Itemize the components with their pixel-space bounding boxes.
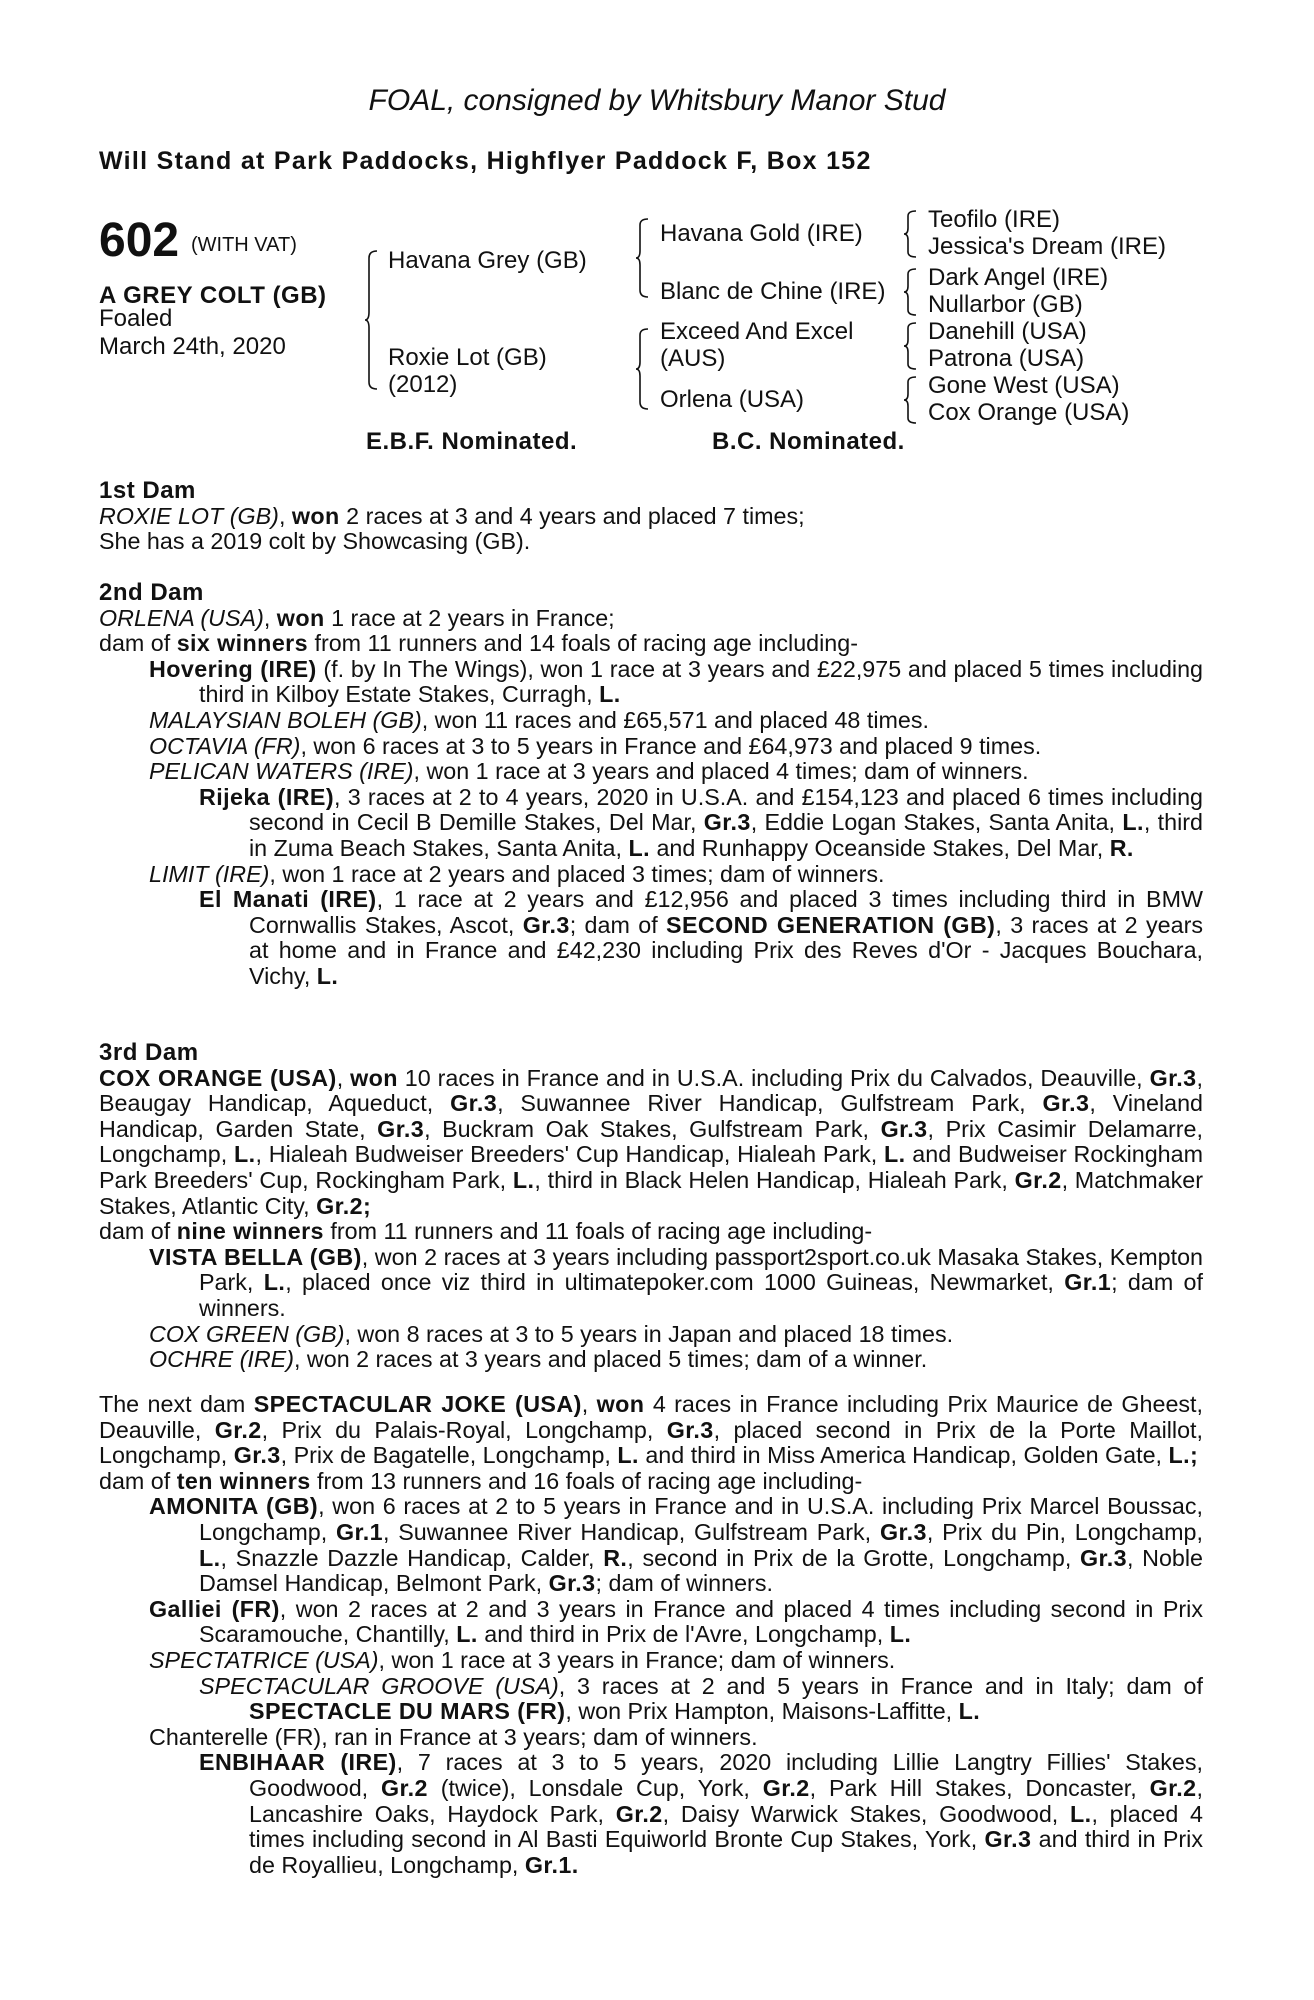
text: from 11 runners and 11 foals of racing age including- (323, 1218, 873, 1245)
text: , won 1 race at 3 years in France; dam of winners. (378, 1646, 896, 1673)
grade: L. (889, 1621, 912, 1648)
produce-entry (99, 734, 1203, 760)
grade: L. (1069, 1800, 1092, 1827)
text: , Suwannee River Handicap, Gulfstream Park, (497, 1090, 1043, 1117)
gg-1: Teofilo (IRE) (928, 206, 1061, 233)
produce-entry (99, 1750, 1203, 1878)
text: , Suwannee River Handicap, Gulfstream Park, (382, 1518, 880, 1545)
text: , Prix du Palais-Royal, Longchamp, (261, 1416, 667, 1443)
winners-count: nine winners (176, 1218, 324, 1245)
grade: L. (234, 1141, 256, 1168)
text: , won 6 races at 2 to 5 years in France and in U.S.A. including Prix Marcel Boussac, Longchamp, (199, 1493, 1203, 1545)
text: , won Prix Hampton, Maisons-Laffitte, (565, 1698, 959, 1725)
horse-name: OCTAVIA (FR) (149, 732, 301, 759)
foaled-label: Foaled (99, 305, 173, 332)
sire-dam: Blanc de Chine (IRE) (660, 278, 886, 305)
grade: Gr.3 (666, 1416, 714, 1443)
text: , Snazzle Dazzle Handicap, Calder, (220, 1544, 604, 1571)
first-dam-record: ROXIE LOT (GB), won 2 races at 3 and 4 years and placed 7 times; (99, 502, 805, 529)
grade: L. (599, 681, 621, 708)
text: , Lancashire Oaks, Haydock Park, (249, 1774, 1203, 1827)
horse-name: Galliei (FR) (149, 1595, 280, 1622)
text: , won 2 races at 3 years and placed 5 times; dam of a winner. (293, 1346, 928, 1373)
bracket-g4 (904, 376, 918, 424)
produce-entry (99, 862, 1203, 888)
text: , won 11 races and £65,571 and placed 48 times. (421, 706, 929, 733)
text: , won 6 races at 3 to 5 years in France and £64,973 and placed 9 times. (300, 732, 1042, 759)
text: 10 races in France and in U.S.A. including Prix du Calvados, Deauville, (397, 1064, 1150, 1091)
horse-name: SPECTACULAR JOKE (USA) (253, 1391, 582, 1417)
first-dam-produce: She has a 2019 colt by Showcasing (GB). (99, 528, 531, 555)
text: , Prix du Pin, Longchamp, (926, 1518, 1203, 1545)
horse-name: VISTA BELLA (GB) (149, 1243, 362, 1270)
grade: Gr.3 (233, 1442, 281, 1469)
horse-name: PELICAN WATERS (IRE) (149, 758, 414, 785)
dam-sire: Exceed And Excel (660, 318, 854, 345)
section-heading: 1st Dam (99, 477, 196, 504)
text: , won 1 race at 3 years and placed 4 times; dam of winners. (413, 758, 1029, 785)
text: 4 races in France including Prix Maurice de Gheest, Deauville, (99, 1391, 1204, 1443)
text: dam of (99, 1218, 177, 1245)
text: , Matchmaker Stakes, Atlantic City, (99, 1166, 1203, 1219)
horse-name: OCHRE (IRE) (149, 1346, 294, 1373)
gg-3: Dark Angel (IRE) (928, 264, 1109, 291)
grade: L. (958, 1698, 981, 1725)
horse-name: Hovering (IRE) (149, 655, 317, 682)
winners-count: six winners (176, 630, 308, 657)
horse-name: COX GREEN (GB) (149, 1320, 345, 1347)
text: ; dam of winners. (595, 1570, 773, 1597)
text: , won 2 races at 3 years including passport2sport.co.uk Masaka Stakes, Kempton Park, (199, 1243, 1204, 1296)
text: , Prix de Bagatelle, Longchamp, (280, 1442, 618, 1469)
text: , 1 race at 2 years and £12,956 and placed 3 times including third in BMW Cornwallis Stakes, Ascot, (249, 886, 1203, 938)
text: dam of (99, 1467, 177, 1494)
horse-name: ROXIE LOT (GB) (99, 502, 279, 529)
second-dam-summary (99, 631, 1203, 657)
grade: Gr.3 (450, 1090, 498, 1117)
third-dam-section (99, 1040, 1203, 1373)
produce-entry (99, 1494, 1203, 1596)
gg-4: Nullarbor (GB) (928, 291, 1083, 318)
grade: Gr.3 (522, 911, 570, 938)
text: , won 1 race at 2 years and placed 3 times; dam of winners. (269, 860, 885, 887)
text: from 11 runners and 14 foals of racing age including- (308, 630, 858, 657)
horse-name: AMONITA (GB) (149, 1493, 319, 1520)
produce-entry (99, 759, 1203, 785)
grade: Gr.2 (214, 1416, 262, 1443)
text: and Runhappy Oceanside Stakes, Del Mar, (649, 834, 1110, 861)
grade: Gr.2 (1014, 1166, 1062, 1193)
grade: L. (456, 1621, 478, 1648)
text: , placed second in Prix de la Porte Maillot, Longchamp, (99, 1416, 1203, 1469)
dam: Roxie Lot (GB) (388, 344, 547, 371)
consignor-line: FOAL, consigned by Whitsbury Manor Stud (368, 84, 946, 117)
sire: Havana Grey (GB) (388, 247, 587, 274)
dam-year: (2012) (388, 371, 458, 398)
grade: Gr.3 (984, 1826, 1032, 1853)
vat-note: (WITH VAT) (191, 234, 297, 256)
text: and third in Miss America Handicap, Golden Gate, (638, 1442, 1169, 1469)
lot-description: A GREY COLT (GB) (99, 282, 327, 309)
second-dam-record: ORLENA (USA), won 1 race at 2 years in France; (99, 604, 615, 631)
grade: Gr.3 (1149, 1064, 1197, 1091)
grade: L. (1122, 809, 1144, 836)
text: , Vineland Handicap, Garden State, (99, 1090, 1203, 1142)
text: , won 8 races at 3 to 5 years in Japan and placed 18 times. (344, 1320, 954, 1347)
text: (twice), Lonsdale Cup, York, (427, 1774, 763, 1801)
text: , 3 races at 2 years at home and in France and £42,230 including Prix des Reves d'Or - Jacques Bouchara, Vichy, (249, 911, 1203, 989)
bracket-sire (636, 218, 650, 298)
grade: Gr.3 (880, 1115, 928, 1142)
next-dam-summary (99, 1469, 1203, 1495)
text: 2 races at 3 and 4 years and placed 7 times; (339, 502, 805, 529)
ebf-nomination: E.B.F. Nominated. (366, 428, 578, 455)
grade: L. (316, 962, 339, 989)
next-dam-record: The next dam SPECTACULAR JOKE (USA), won 4 races in France including Prix Maurice de Gheest, Deauville, Gr.2, Prix du Palais-Royal, Longchamp, Gr.3, placed second in Prix de la Porte Maillot, Longchamp, Gr.3, Prix de Bagatelle, Longchamp, L. and third in Miss America Handicap, Golden Gate, L.; (99, 1391, 1204, 1469)
bracket-g2 (904, 268, 918, 316)
text: , third in Black Helen Handicap, Hialeah Park, (534, 1166, 1015, 1193)
gg-8: Cox Orange (USA) (928, 399, 1130, 426)
text: , 7 races at 3 to 5 years, 2020 including Lillie Langtry Fillies' Stakes, Goodwood, (249, 1749, 1203, 1801)
text: and third in Prix de Royallieu, Longchamp, (249, 1826, 1203, 1878)
text: , Daisy Warwick Stakes, Goodwood, (662, 1800, 1070, 1827)
grade: L. (263, 1269, 286, 1296)
text: , 3 races at 2 and 5 years in France and in Italy; dam of (558, 1672, 1203, 1699)
text: 1 race at 2 years in France; (324, 604, 615, 631)
grade: L. (884, 1141, 906, 1168)
grade: Gr.3 (1080, 1544, 1127, 1571)
horse-name: ORLENA (USA) (99, 604, 264, 631)
produce-entry (99, 1648, 1203, 1674)
produce-entry (99, 1322, 1203, 1348)
horse-name: MALAYSIAN BOLEH (GB) (149, 706, 422, 733)
produce-entry (99, 657, 1203, 708)
grade: R. (1109, 834, 1134, 861)
dam-sire-country: (AUS) (660, 345, 726, 372)
horse-name: SPECTATRICE (USA) (149, 1646, 379, 1673)
first-dam-section (99, 478, 1203, 555)
bc-nomination: B.C. Nominated. (712, 428, 905, 455)
won-word: won (350, 1064, 398, 1091)
grade: L.; (1168, 1442, 1199, 1469)
text: , Buckram Oak Stakes, Gulfstream Park, (424, 1115, 881, 1142)
third-dam-record: COX ORANGE (USA), won 10 races in France and in U.S.A. including Prix du Calvados, Deauville, Gr.3, Beaugay Handicap, Aqueduct, Gr.3, Suwannee River Handicap, Gulfstream Park, Gr.3, Vineland Handicap, Garden State, Gr.3, Buckram Oak Stakes, Gulfstream Park, Gr.3, Prix Casimir Delamarre, Longchamp, L., Hialeah Budweiser Breeders' Cup Handicap, Hialeah Park, L. and Budweiser Rockingham Park Breeders' Cup, Rockingham Park, L., third in Black Helen Handicap, Hialeah Park, Gr.2, Matchmaker Stakes, Atlantic City, Gr.2; (99, 1064, 1203, 1219)
horse-name: ENBIHAAR (IRE) (199, 1749, 397, 1776)
grade: L. (199, 1544, 221, 1571)
text: , Prix Casimir Delamarre, Longchamp, (99, 1115, 1203, 1168)
grade: Gr.2 (380, 1774, 428, 1801)
horse-name: SECOND GENERATION (GB) (666, 911, 996, 938)
bracket-gen1 (365, 250, 379, 390)
next-dam-section (99, 1392, 1203, 1878)
text: The next dam (99, 1391, 254, 1417)
produce-entry: Chanterelle (FR), ran in France at 3 years; dam of winners. (149, 1723, 758, 1750)
horse-name: El Manati (IRE) (199, 886, 377, 913)
section-heading: 3rd Dam (99, 1039, 199, 1066)
gg-2: Jessica's Dream (IRE) (928, 233, 1166, 260)
winners-count: ten winners (176, 1467, 311, 1494)
produce-entry (99, 1674, 1203, 1725)
produce-entry (99, 1597, 1203, 1648)
bracket-g3 (904, 322, 918, 370)
grade: L. (512, 1166, 535, 1193)
gg-6: Patrona (USA) (928, 345, 1085, 372)
horse-name: Rijeka (IRE) (199, 783, 335, 810)
grade: Gr.3 (548, 1570, 596, 1597)
text: , 3 races at 2 to 4 years, 2020 in U.S.A. and £154,123 and placed 6 times including second in Cecil B Demille Stakes, Del Mar, (249, 783, 1204, 836)
text: (f. by In The Wings), won 1 race at 3 years and £22,975 and placed 5 times including third in Kilboy Estate Stakes, Curragh, (199, 655, 1203, 708)
grade: Gr.3 (377, 1115, 425, 1142)
text: , won 2 races at 2 and 3 years in France and placed 4 times including second in Prix Scaramouche, Chantilly, (199, 1595, 1203, 1648)
text: ; dam of winners. (199, 1269, 1203, 1321)
grade: Gr.3 (1042, 1090, 1090, 1117)
lot-number: 602 (99, 214, 180, 267)
section-heading: 2nd Dam (99, 579, 204, 606)
grade: Gr.1. (524, 1851, 579, 1878)
won-word: won (291, 502, 340, 529)
dam-dam: Orlena (USA) (660, 386, 805, 413)
produce-entry (99, 785, 1203, 862)
text: , Eddie Logan Stakes, Santa Anita, (750, 809, 1123, 836)
text: , placed once viz third in ultimatepoker.com 1000 Guineas, Newmarket, (285, 1269, 1065, 1296)
gg-7: Gone West (USA) (928, 372, 1120, 399)
grade: Gr.2 (1149, 1774, 1197, 1801)
grade: R. (603, 1544, 628, 1571)
grade: Gr.3 (879, 1518, 927, 1545)
text: dam of (99, 630, 177, 657)
second-dam-section (99, 580, 1203, 990)
grade: L. (628, 834, 650, 861)
third-dam-summary (99, 1219, 1203, 1245)
grade: Gr.2; (316, 1192, 372, 1219)
grade: Gr.2 (762, 1774, 810, 1801)
grade: Gr.3 (703, 809, 751, 836)
horse-name: SPECTACULAR GROOVE (USA) (199, 1672, 559, 1699)
won-word: won (596, 1391, 645, 1417)
gg-5: Danehill (USA) (928, 318, 1087, 345)
text: , third in Zuma Beach Stakes, Santa Anita, (249, 809, 1203, 861)
text: , Noble Damsel Handicap, Belmont Park, (199, 1544, 1203, 1597)
grade: Gr.1 (336, 1518, 383, 1545)
text: and third in Prix de l'Avre, Longchamp, (477, 1621, 890, 1648)
grade: Gr.2 (615, 1800, 663, 1827)
grade: Gr.1 (1064, 1269, 1112, 1296)
produce-entry (99, 1245, 1203, 1322)
foaled-date: March 24th, 2020 (99, 333, 286, 360)
horse-name: COX ORANGE (USA) (99, 1064, 337, 1091)
text: and Budweiser Rockingham Park Breeders' Cup, Rockingham Park, (99, 1141, 1203, 1193)
text: , Park Hill Stakes, Doncaster, (809, 1774, 1150, 1801)
won-word: won (276, 604, 325, 631)
produce-entry (99, 1347, 1203, 1373)
bracket-g1 (904, 210, 918, 258)
produce-entry (99, 887, 1203, 989)
stand-location: Will Stand at Park Paddocks, Highflyer Paddock F, Box 152 (99, 147, 872, 175)
text: , placed 4 times including second in Al Basti Equiworld Bronte Cup Stakes, York, (249, 1800, 1204, 1853)
text: , Hialeah Budweiser Breeders' Cup Handicap, Hialeah Park, (255, 1141, 885, 1168)
text: , Beaugay Handicap, Aqueduct, (99, 1064, 1203, 1117)
produce-entry (99, 708, 1203, 734)
horse-name: LIMIT (IRE) (149, 860, 270, 887)
sire-sire: Havana Gold (IRE) (660, 220, 863, 247)
text: from 13 runners and 16 foals of racing age including- (310, 1467, 863, 1494)
horse-name: SPECTACLE DU MARS (FR) (249, 1698, 566, 1725)
text: , second in Prix de la Grotte, Longchamp, (627, 1544, 1081, 1571)
text: ; dam of (569, 911, 667, 938)
grade: L. (617, 1442, 639, 1469)
bracket-dam (636, 328, 650, 410)
